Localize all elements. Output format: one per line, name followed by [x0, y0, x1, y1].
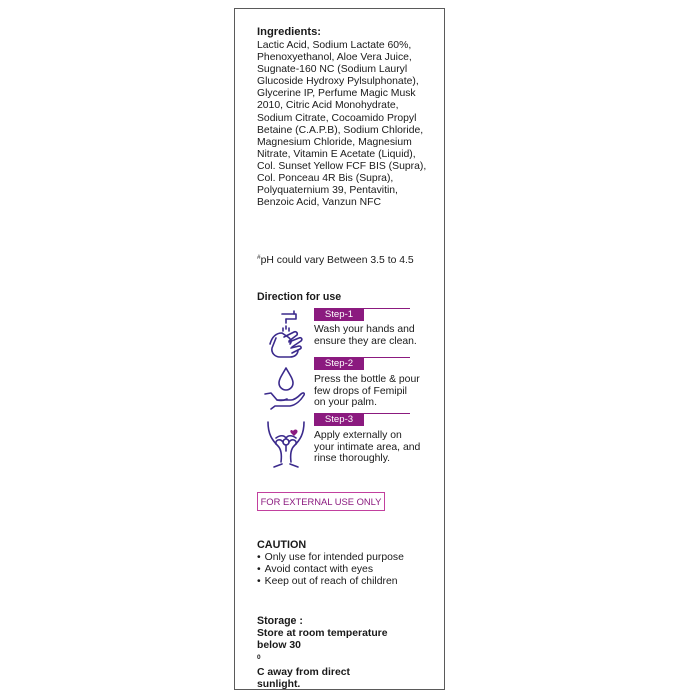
step-2-text — [314, 374, 420, 409]
ingredients-line: Glycerine IP, Perfume Magic Musk — [257, 88, 416, 100]
external-use-badge: FOR EXTERNAL USE ONLY — [257, 492, 385, 511]
step-1-tag: Step-1 — [314, 308, 364, 321]
step-3-rule — [364, 413, 410, 414]
ingredients-line: Col. Sunset Yellow FCF BIS (Supra), — [257, 160, 427, 172]
storage-temp-post: C away from direct — [257, 667, 350, 678]
ingredients-line: Glucoside Hydroxy Pylsulphonate), — [257, 76, 419, 88]
caution-item: • Avoid contact with eyes — [257, 564, 404, 576]
caution-item: • Keep out of reach of children — [257, 576, 404, 588]
step-3-line: your intimate area, and — [314, 441, 421, 453]
step-2-line: few drops of Femipil — [314, 385, 407, 397]
caution-item: • Only use for intended purpose — [257, 552, 404, 564]
step-3-header — [314, 413, 410, 427]
ph-note-text: pH could vary Between 3.5 to 4.5 — [260, 255, 414, 266]
step-3-tag: Step-3 — [314, 413, 364, 426]
ingredients-line: 2010, Citric Acid Monohydrate, — [257, 100, 399, 112]
step-2-rule — [364, 357, 410, 358]
storage-line: Store at room temperature — [257, 628, 388, 639]
ingredients-title: Ingredients: — [257, 26, 322, 38]
ingredients-line: Phenoxyethanol, Aloe Vera Juice, — [257, 52, 412, 64]
step-1-header — [314, 308, 410, 322]
step-2-tag: Step-2 — [314, 357, 364, 370]
step-3-line: Apply externally on — [314, 430, 402, 441]
ph-note — [257, 252, 414, 267]
ingredients-line: Lactic Acid, Sodium Lactate 60%, — [257, 40, 412, 51]
ingredients-line: Polyquaternium 39, Pentavitin, — [257, 185, 398, 197]
intimate-area-icon — [262, 418, 310, 470]
hand-wash-icon — [262, 308, 310, 360]
ingredients-line: Benzoic Acid, Vanzun NFC — [257, 197, 381, 209]
storage-degree: 0 — [257, 654, 261, 661]
caution-title: CAUTION — [257, 539, 307, 551]
step-3-line: rinse thoroughly. — [314, 453, 391, 465]
step-1-line: ensure they are clean. — [314, 335, 417, 347]
ingredients-line: Col. Ponceau 4R Bis (Supra), — [257, 173, 394, 185]
step-1-rule — [364, 308, 410, 309]
step-2-header — [314, 357, 410, 371]
storage-temp-pre: below 30 — [257, 640, 301, 651]
directions-title: Direction for use — [257, 291, 342, 303]
step-1-line: Wash your hands and — [314, 324, 415, 335]
drop-on-palm-icon — [262, 364, 310, 412]
step-2-line: Press the bottle & pour — [314, 374, 420, 385]
storage-line — [257, 640, 388, 679]
ingredients-line: Magnesium Chloride, Magnesium — [257, 136, 412, 148]
ingredients-list — [257, 40, 443, 209]
ingredients-line: Betaine (C.A.P.B), Sodium Chloride, — [257, 124, 424, 136]
ingredients-line: Sodium Citrate, Cocoamido Propyl — [257, 112, 417, 124]
step-1-text — [314, 324, 417, 347]
ingredients-line: Nitrate, Vitamin E Acetate (Liquid), — [257, 148, 416, 160]
ingredients-line: Sugnate-160 NC (Sodium Lauryl — [257, 64, 408, 76]
ph-note-mark: # — [257, 254, 261, 261]
step-2-line: on your palm. — [314, 397, 377, 409]
storage-text — [257, 628, 388, 691]
storage-title: Storage : — [257, 615, 303, 627]
caution-list — [257, 552, 404, 588]
step-3-text — [314, 430, 420, 465]
storage-line: sunlight. — [257, 679, 301, 690]
